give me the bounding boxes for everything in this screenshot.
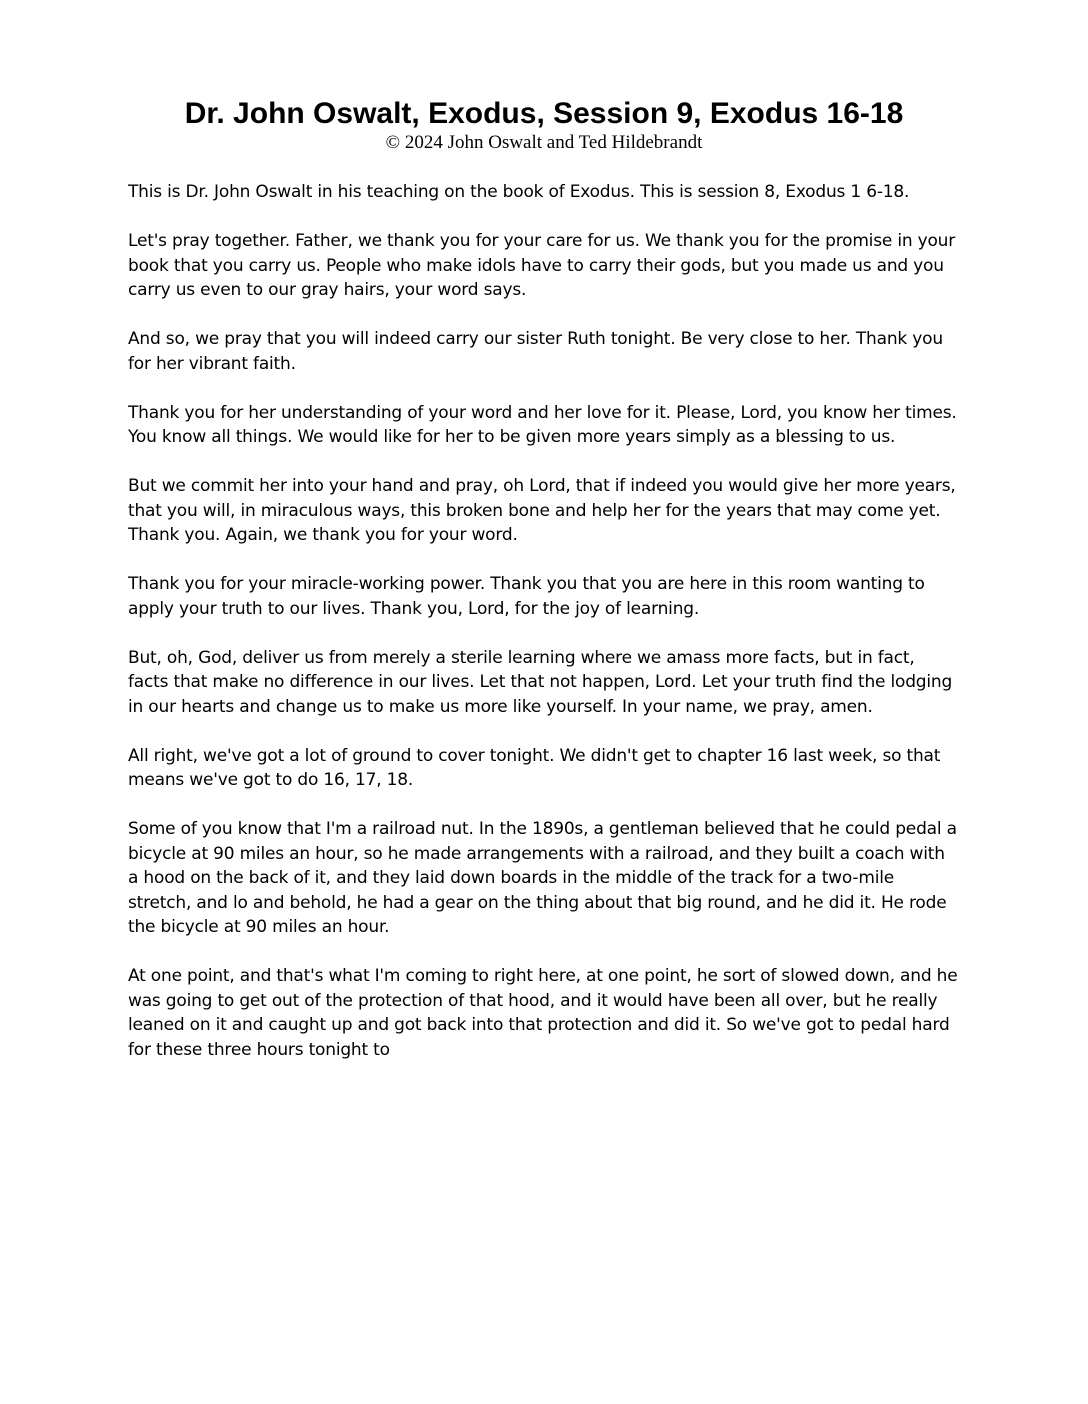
paragraph: Let's pray together. Father, we thank you for your care for us. We thank you for the promise in your book that you carry us. People who make idols have to carry their gods, but you made us and you carry us even to our gray hairs, your word says.	[128, 231, 956, 300]
document-title: Dr. John Oswalt, Exodus, Session 9, Exodus 16-18	[184, 97, 904, 130]
paragraph: All right, we've got a lot of ground to cover tonight. We didn't get to chapter 16 last week, so that means we've got to do 16, 17, 18.	[128, 745, 941, 790]
paragraph: Some of you know that I'm a railroad nut. In the 1890s, a gentleman believed that he could pedal a bicycle at 90 miles an hour, so he made arrangements with a railroad, and they built a coach with a hood on the back of it, and they laid down boards in the middle of the track for a two-mile stretch, and lo and behold, he had a gear on the thing about that big round, and he did it. He rode the bicycle at 90 miles an hour.	[128, 819, 957, 937]
paragraph: At one point, and that's what I'm coming to right here, at one point, he sort of slowed down, and he was going to get out of the protection of that hood, and it would have been all over, but he really leaned on it and caught up and got back into that protection and did it. So we've got to pedal hard for these three hours tonight to	[128, 966, 958, 1060]
paragraph: But we commit her into your hand and pray, oh Lord, that if indeed you would give her more years, that you will, in miraculous ways, this broken bone and help her for the years that may come yet. Thank you. Again, we thank you for your word.	[128, 476, 956, 545]
paragraph: But, oh, God, deliver us from merely a sterile learning where we amass more facts, but in fact, facts that make no difference in our lives. Let that not happen, Lord. Let your truth find the lodging in our hearts and change us to make us more like yourself. In your name, we pray, amen.	[128, 647, 953, 717]
copyright-line: © 2024 John Oswalt and Ted Hildebrandt	[385, 132, 703, 153]
paragraph: This is Dr. John Oswalt in his teaching on the book of Exodus. This is session 8, Exodus 1 6-18.	[128, 182, 910, 202]
paragraph: Thank you for her understanding of your word and her love for it. Please, Lord, you know her times. You know all things. We would like for her to be given more years simply as a blessing to us.	[128, 402, 957, 447]
paragraph: And so, we pray that you will indeed carry our sister Ruth tonight. Be very close to her. Thank you for her vibrant faith.	[128, 329, 943, 374]
transcript-body	[128, 180, 960, 1087]
paragraph: Thank you for your miracle-working power. Thank you that you are here in this room wanting to apply your truth to our lives. Thank you, Lord, for the joy of learning.	[128, 574, 925, 619]
